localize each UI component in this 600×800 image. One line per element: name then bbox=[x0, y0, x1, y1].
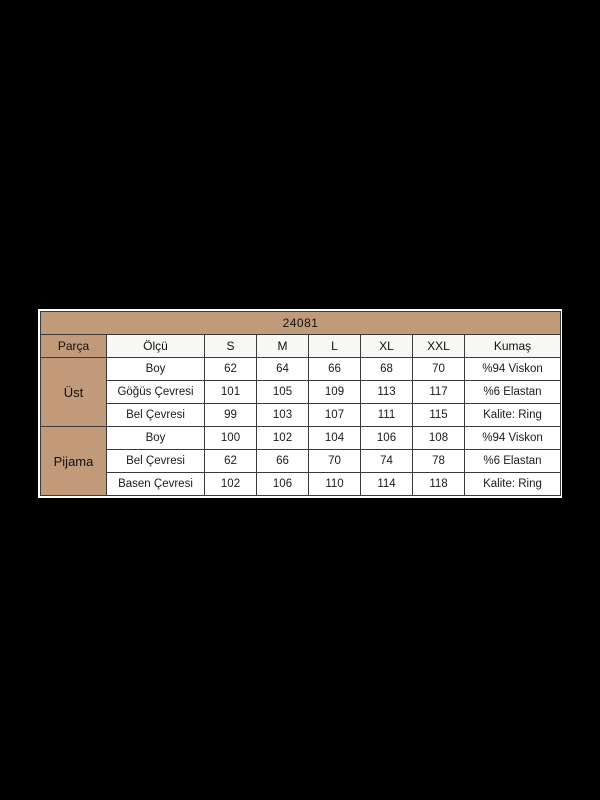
table-row bbox=[41, 427, 561, 450]
value-l: 66 bbox=[309, 358, 361, 381]
measure-label: Göğüs Çevresi bbox=[107, 381, 205, 404]
header-size-s: S bbox=[205, 335, 257, 358]
value-l: 104 bbox=[309, 427, 361, 450]
value-xxl: 118 bbox=[413, 473, 465, 496]
table-title-row bbox=[41, 312, 561, 335]
value-m: 66 bbox=[257, 450, 309, 473]
table-header-row bbox=[41, 335, 561, 358]
table-row bbox=[41, 381, 561, 404]
value-xl: 68 bbox=[361, 358, 413, 381]
value-xl: 74 bbox=[361, 450, 413, 473]
value-s: 62 bbox=[205, 450, 257, 473]
value-l: 107 bbox=[309, 404, 361, 427]
fabric-label: %6 Elastan bbox=[465, 381, 561, 404]
measure-label: Bel Çevresi bbox=[107, 450, 205, 473]
measure-label: Bel Çevresi bbox=[107, 404, 205, 427]
value-xxl: 117 bbox=[413, 381, 465, 404]
fabric-label: %6 Elastan bbox=[465, 450, 561, 473]
header-size-l: L bbox=[309, 335, 361, 358]
header-measure: Ölçü bbox=[107, 335, 205, 358]
size-chart-table bbox=[40, 311, 561, 496]
value-xl: 106 bbox=[361, 427, 413, 450]
fabric-label: %94 Viskon bbox=[465, 358, 561, 381]
table-row bbox=[41, 404, 561, 427]
group-label-pijama: Pijama bbox=[41, 427, 107, 496]
value-m: 106 bbox=[257, 473, 309, 496]
value-m: 64 bbox=[257, 358, 309, 381]
table-row bbox=[41, 358, 561, 381]
value-xxl: 115 bbox=[413, 404, 465, 427]
table-row bbox=[41, 473, 561, 496]
value-l: 110 bbox=[309, 473, 361, 496]
group-label-ust: Üst bbox=[41, 358, 107, 427]
value-l: 109 bbox=[309, 381, 361, 404]
value-l: 70 bbox=[309, 450, 361, 473]
chart-title: 24081 bbox=[41, 312, 561, 335]
value-s: 100 bbox=[205, 427, 257, 450]
fabric-label: %94 Viskon bbox=[465, 427, 561, 450]
value-s: 102 bbox=[205, 473, 257, 496]
value-xxl: 70 bbox=[413, 358, 465, 381]
table-row bbox=[41, 450, 561, 473]
header-fabric: Kumaş bbox=[465, 335, 561, 358]
value-xl: 114 bbox=[361, 473, 413, 496]
header-size-xl: XL bbox=[361, 335, 413, 358]
value-m: 105 bbox=[257, 381, 309, 404]
value-m: 103 bbox=[257, 404, 309, 427]
value-s: 62 bbox=[205, 358, 257, 381]
header-size-xxl: XXL bbox=[413, 335, 465, 358]
value-xl: 113 bbox=[361, 381, 413, 404]
value-xxl: 108 bbox=[413, 427, 465, 450]
header-part: Parça bbox=[41, 335, 107, 358]
value-xxl: 78 bbox=[413, 450, 465, 473]
header-size-m: M bbox=[257, 335, 309, 358]
fabric-label: Kalite: Ring bbox=[465, 404, 561, 427]
measure-label: Boy bbox=[107, 358, 205, 381]
size-chart-panel bbox=[38, 309, 562, 498]
fabric-label: Kalite: Ring bbox=[465, 473, 561, 496]
value-s: 101 bbox=[205, 381, 257, 404]
value-m: 102 bbox=[257, 427, 309, 450]
value-s: 99 bbox=[205, 404, 257, 427]
measure-label: Boy bbox=[107, 427, 205, 450]
measure-label: Basen Çevresi bbox=[107, 473, 205, 496]
value-xl: 111 bbox=[361, 404, 413, 427]
